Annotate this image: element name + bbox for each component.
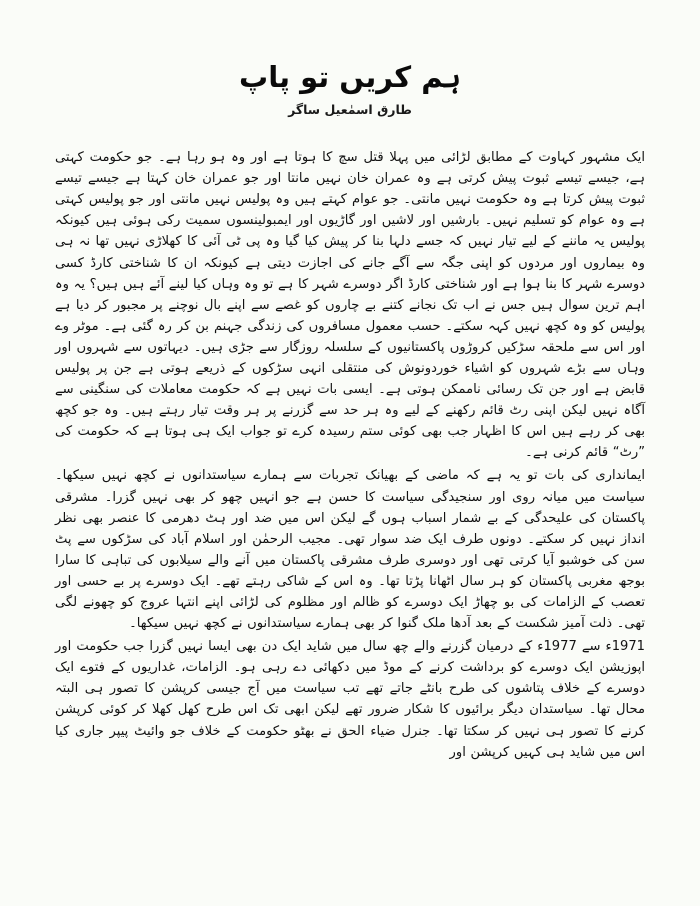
- page-title: ہم کریں تو پاپ: [239, 60, 461, 94]
- article-body: [0, 117, 700, 763]
- author-byline: طارق اسمٰعیل ساگر: [288, 102, 412, 118]
- title-block: [0, 0, 700, 117]
- paragraph-2: ایمانداری کی بات تو یہ ہے کہ ماضی کے بھیانک تجربات سے ہمارے سیاستدانوں نے کچھ نہیں سیکھا۔ سیاست میں میانہ روی اور سنجیدگی سیاست کا حسن ہے جو انہیں چھو کر بھی نہیں گزرا۔ مشرقی پاکستان کی علیحدگی کے بے شمار اسباب ہوں گے لیکن اس میں ضد اور ہٹ دھرمی کا عنصر بھی نظر انداز نہیں کر سکتے۔ دونوں طرف ایک ضد سوار تھی۔ مجیب الرحمٰن اور اسلام آباد کی سڑکوں سے پٹ سن کی خوشبو آیا کرتی تھی اور دوسری طرف مشرقی پاکستان میں آنے والے سیلابوں کی تباہی کا سارا بوجھ مغربی پاکستان کو ہر سال اٹھانا پڑتا تھا۔ وہ اس کے شاکی رہتے تھے۔ ایک دوسرے پر بے حسی اور تعصب کے الزامات کی بو چھاڑ ایک دوسرے کو ظالم اور مظلوم کی لڑائی اپنے انتہا عروج کو چھونے لگی تھی۔ ذلت آمیز شکست کے بعد آدھا ملک گنوا کر بھی ہمارے سیاستدانوں نے کچھ نہیں سیکھا۔: [55, 468, 645, 632]
- paragraph-1: ایک مشہور کہاوت کے مطابق لڑائی میں پہلا قتل سچ کا ہوتا ہے اور وہ ہو رہا ہے۔ جو حکومت کہتی ہے، جیسے تیسے ثبوت پیش کرتی ہے وہ عمران خان نہیں مانتا اور جو عمران خان کہتا ہے جیسے تیسے ثبوت پیش کرتا ہے وہ حکومت نہیں مانتی۔ جو عوام کہتے ہیں وہ پولیس نہیں مانتی اور جو پولیس کہتی ہے وہ عوام کو تسلیم نہیں۔ بارشیں اور لاشیں اور گاڑیوں اور ایمبولینسوں سمیت رکی ہوئی ہیں کیونکہ پولیس یہ ماننے کے لیے تیار نہیں کہ جسے دلہا بنا کر پیش کیا گیا وہ پی ٹی آئی کا کھلاڑی نہیں تھا نہ ہی وہ بیماروں اور مردوں کو اپنی جگہ سے آگے جانے کی اجازت دیتی ہے کیونکہ ان کا شناختی کارڈ کسی دوسرے شہر کا بنا ہوا ہے اور شناختی کارڈ اگر دوسرے شہر کا ہے تو وہ وہاں کیا لینے آئے ہیں ہیں؟ یہ وہ اہم ترین سوال ہیں جس نے اب تک نجانے کتنے بے چاروں کو غصے سے اپنے بال نوچنے پر مجبور کر دیا ہے پولیس کو وہ کچھ نہیں کہہ سکتے۔ حسب معمول مسافروں کی زندگی جہنم بن کر رہ گئی ہے۔ موٹر وے اور اس سے ملحقہ سڑکیں کروڑوں پاکستانیوں کے سلسلہ روزگار سے جڑی ہیں۔ دیہاتوں سے شہروں اور وہاں سے بڑے شہروں کو اشیاء خوردونوش کی منتقلی انہی سڑکوں کے ذریعے ہوتی ہے جن پر پولیس قابض ہے اور جن تک رسائی ناممکن ہوتی ہے۔ ایسی بات نہیں ہے کہ حکومت معاملات کی سنگینی سے آگاہ نہیں لیکن اپنی رٹ قائم رکھنے کے لیے وہ ہر حد سے گزرنے پر ہر وقت تیار رہتے ہیں۔ وہ جو کچھ بھی کر رہے ہیں اس کا اظہار جب بھی کوئی ستم رسیدہ کرے تو جواب ایک ہی ہوتا ہے کہ حکومت کی ”رٹ“ قائم کرنی ہے۔: [55, 150, 645, 461]
- paragraph-3: 1971ء سے 1977ء کے درمیان گزرنے والے چھ سال میں شاید ایک دن بھی ایسا نہیں گزرا جب حکومت اور اپوزیشن ایک دوسرے کو برداشت کرنے کے موڈ میں دکھائی دے رہی ہو۔ الزامات، غداریوں کے فتوے ایک دوسرے کے خلاف پتاشوں کی طرح بانٹے جاتے تھے تب سیاست میں آج جیسی کرپشن کا تصور ہی البتہ محال تھا۔ سیاستدان دیگر برائیوں کا شکار ضرور تھے لیکن ابھی تک اس طرح کھل کھلا کر کوئی کرپشن کرنے کا تصور ہی نہیں کر سکتا تھا۔ جنرل ضیاء الحق نے بھٹو حکومت کے خلاف جو وائیٹ پیپر جاری کیا اس میں شاید ہی کہیں کرپشن اور: [55, 639, 646, 760]
